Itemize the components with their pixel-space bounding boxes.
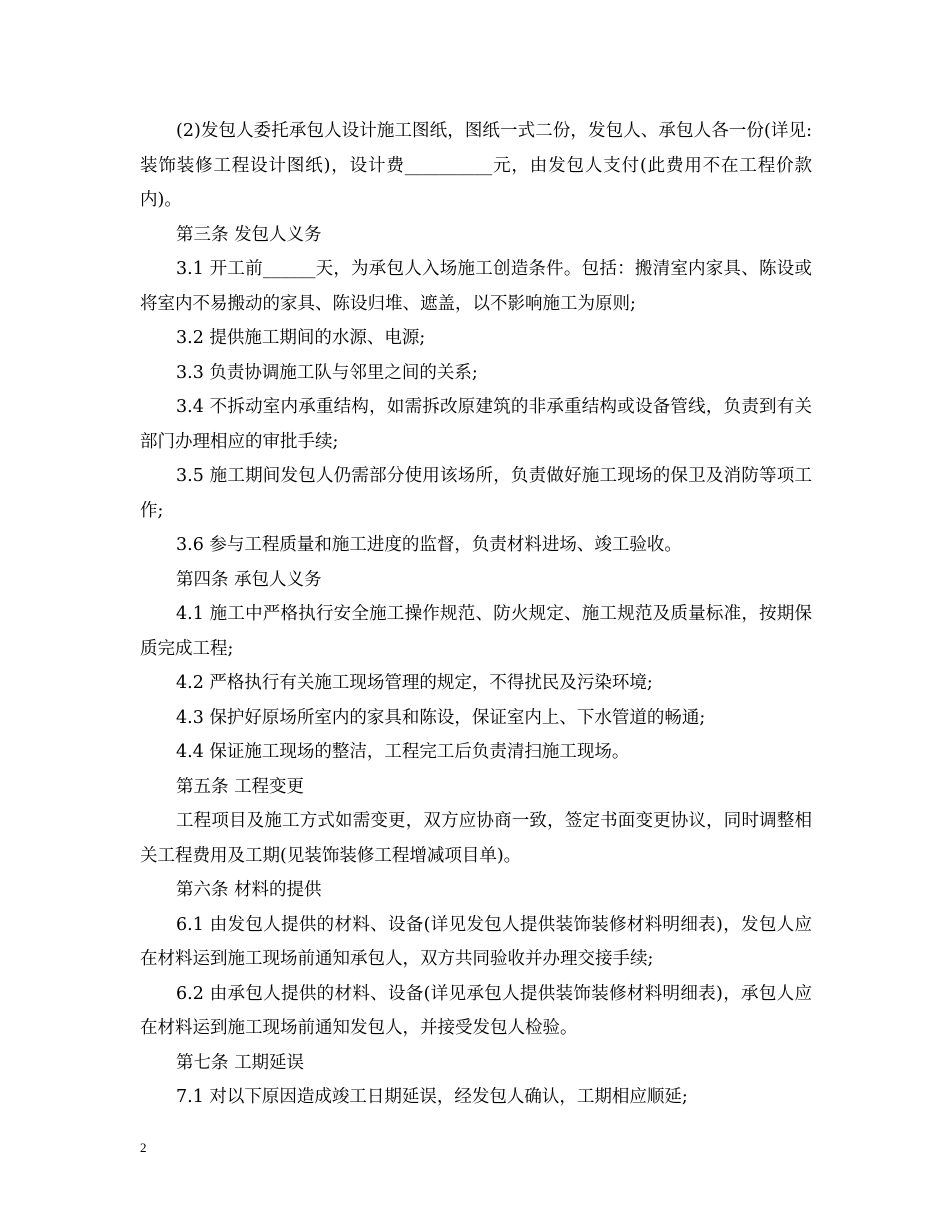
paragraph-4-2: 4.2 严格执行有关施工现场管理的规定，不得扰民及污染环境; xyxy=(176,673,653,693)
paragraph-3-6: 3.6 参与工程质量和施工进度的监督，负责材料进场、竣工验收。 xyxy=(176,535,682,555)
heading-article-5: 第五条 工程变更 xyxy=(176,776,305,797)
paragraph-3-5: 3.5 施工期间发包人仍需部分使用该场所，负责做好施工现场的保卫及消防等项工作; xyxy=(140,466,812,521)
heading-article-4: 第四条 承包人义务 xyxy=(176,569,322,590)
paragraph-3-2: 3.2 提供施工期间的水源、电源; xyxy=(176,328,426,348)
heading-article-7: 第七条 工期延误 xyxy=(176,1052,305,1073)
paragraph-5: 工程项目及施工方式如需变更，双方应协商一致，签定书面变更协议，同时调整相关工程费用及工期(见装饰装修工程增减项目单)。 xyxy=(140,811,812,866)
paragraph-3-3: 3.3 负责协调施工队与邻里之间的关系; xyxy=(176,362,478,383)
paragraph-4-4: 4.4 保证施工现场的整洁，工程完工后负责清扫施工现场。 xyxy=(176,742,630,762)
paragraph-3-4: 3.4 不拆动室内承重结构，如需拆改原建筑的非承重结构或设备管线，负责到有关部门办理相应的审批手续; xyxy=(140,397,812,452)
paragraph-7-1: 7.1 对以下原因造成竣工日期延误，经发包人确认，工期相应顺延; xyxy=(176,1087,688,1107)
paragraph-4-3: 4.3 保护好原场所室内的家具和陈设，保证室内上、下水管道的畅通; xyxy=(176,707,706,728)
heading-article-6: 第六条 材料的提供 xyxy=(176,880,322,900)
paragraph-4-1: 4.1 施工中严格执行安全施工操作规范、防火规定、施工规范及质量标准，按期保质完成工程; xyxy=(140,604,812,659)
paragraph-3-1: 3.1 开工前______天，为承包人入场施工创造条件。包括：搬清室内家具、陈设或将室内不易搬动的家具、陈设归堆、遮盖，以不影响施工为原则; xyxy=(140,259,812,314)
paragraph-6-2: 6.2 由承包人提供的材料、设备(详见承包人提供装饰装修材料明细表)，承包人应在材料运到施工现场前通知发包人，并接受发包人检验。 xyxy=(140,983,812,1038)
paragraph-design-fee: (2)发包人委托承包人设计施工图纸，图纸一式二份，发包人、承包人各一份(详见:装饰装修工程设计图纸)，设计费__________元，由发包人支付(此费用不在工程价款内)。 xyxy=(140,121,812,210)
page-number: 2 xyxy=(140,1140,147,1155)
document-body xyxy=(140,114,812,1115)
heading-article-3: 第三条 发包人义务 xyxy=(176,224,322,245)
paragraph-6-1: 6.1 由发包人提供的材料、设备(详见发包人提供装饰装修材料明细表)，发包人应在材料运到施工现场前通知承包人，双方共同验收并办理交接手续; xyxy=(140,914,812,969)
